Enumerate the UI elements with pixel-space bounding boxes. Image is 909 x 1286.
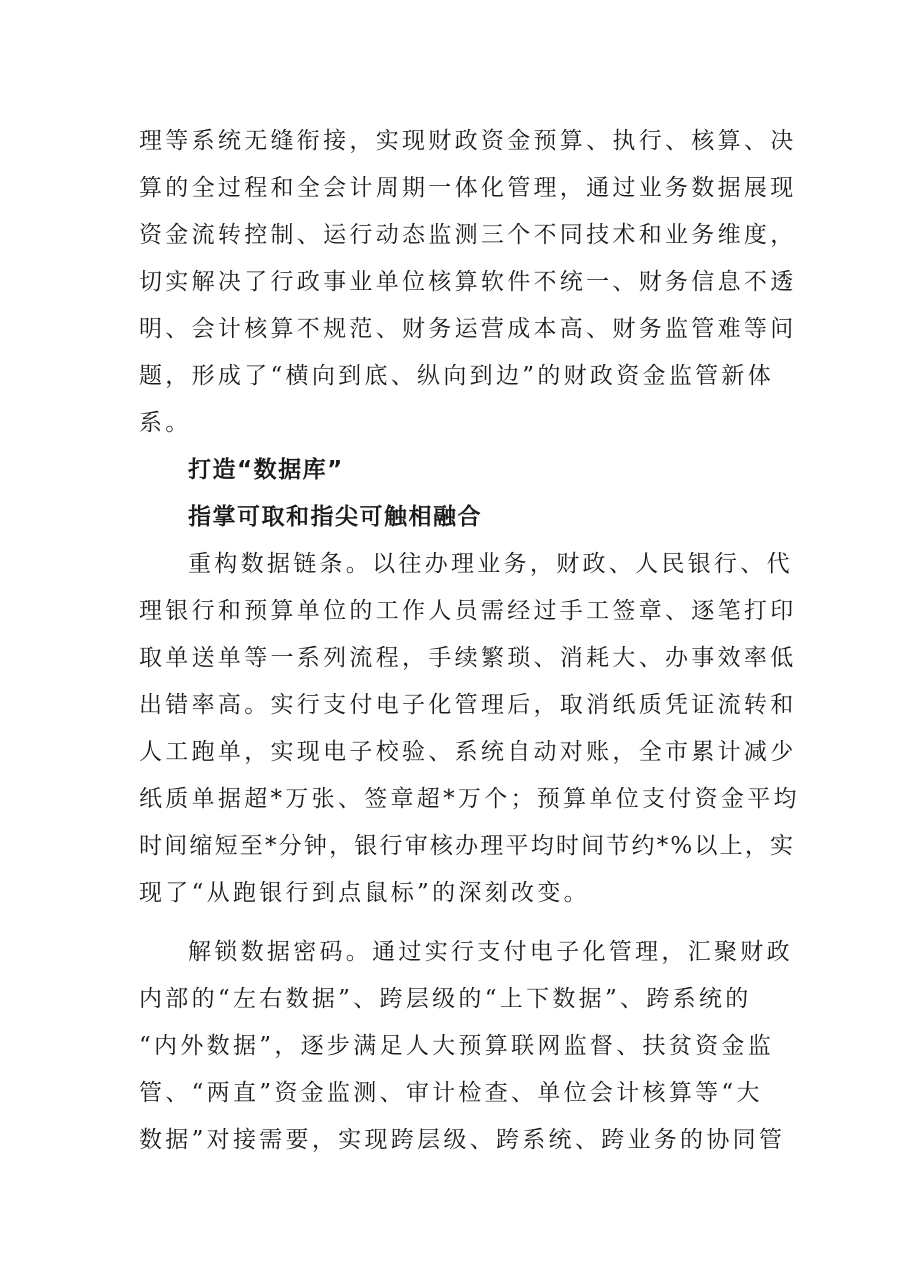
body-text-line: 管、“两直”资金监测、审计检查、单位会计核算等“大 xyxy=(139,1080,763,1106)
section-subheading: 指掌可取和指尖可触相融合 xyxy=(188,504,482,530)
body-text-line: 纸质单据超*万张、签章超*万个；预算单位支付资金平均 xyxy=(139,786,800,812)
body-text-line: 取单送单等一系列流程，手续繁琐、消耗大、办事效率低 xyxy=(139,645,797,671)
body-text-line: 出错率高。实行支付电子化管理后，取消纸质凭证流转和 xyxy=(139,692,797,718)
body-text-line: 时间缩短至*分钟，银行审核办理平均时间节约*%以上，实 xyxy=(139,833,796,859)
body-text-line: 现了“从跑银行到点鼠标”的深刻改变。 xyxy=(139,880,590,906)
body-text-line: “内外数据”，逐步满足人大预算联网监督、扶贫资金监 xyxy=(139,1033,775,1059)
body-text-line: 题，形成了“横向到底、纵向到边”的财政资金监管新体 xyxy=(139,363,775,389)
body-text-line: 资金流转控制、运行动态监测三个不同技术和业务维度， xyxy=(139,222,797,248)
body-text-line: 理等系统无缝衔接，实现财政资金预算、执行、核算、决 xyxy=(139,128,797,154)
body-text-line: 重构数据链条。以往办理业务，财政、人民银行、代 xyxy=(188,551,793,577)
body-text-line: 切实解决了行政事业单位核算软件不统一、财务信息不透 xyxy=(139,269,797,295)
body-text-line: 理银行和预算单位的工作人员需经过手工签章、逐笔打印 xyxy=(139,598,797,624)
body-text-line: 系。 xyxy=(139,410,192,436)
section-heading: 打造“数据库” xyxy=(188,457,344,483)
body-text-line: 数据”对接需要，实现跨层级、跨系统、跨业务的协同管 xyxy=(139,1127,786,1153)
body-text-line: 人工跑单，实现电子校验、系统自动对账，全市累计减少 xyxy=(139,739,797,765)
body-text-line: 算的全过程和全会计周期一体化管理，通过业务数据展现 xyxy=(139,175,797,201)
body-text-line: 明、会计核算不规范、财务运营成本高、财务监管难等问 xyxy=(139,316,797,342)
body-text-line: 内部的“左右数据”、跨层级的“上下数据”、跨系统的 xyxy=(139,986,752,1012)
body-text-line: 解锁数据密码。通过实行支付电子化管理，汇聚财政 xyxy=(188,939,793,965)
